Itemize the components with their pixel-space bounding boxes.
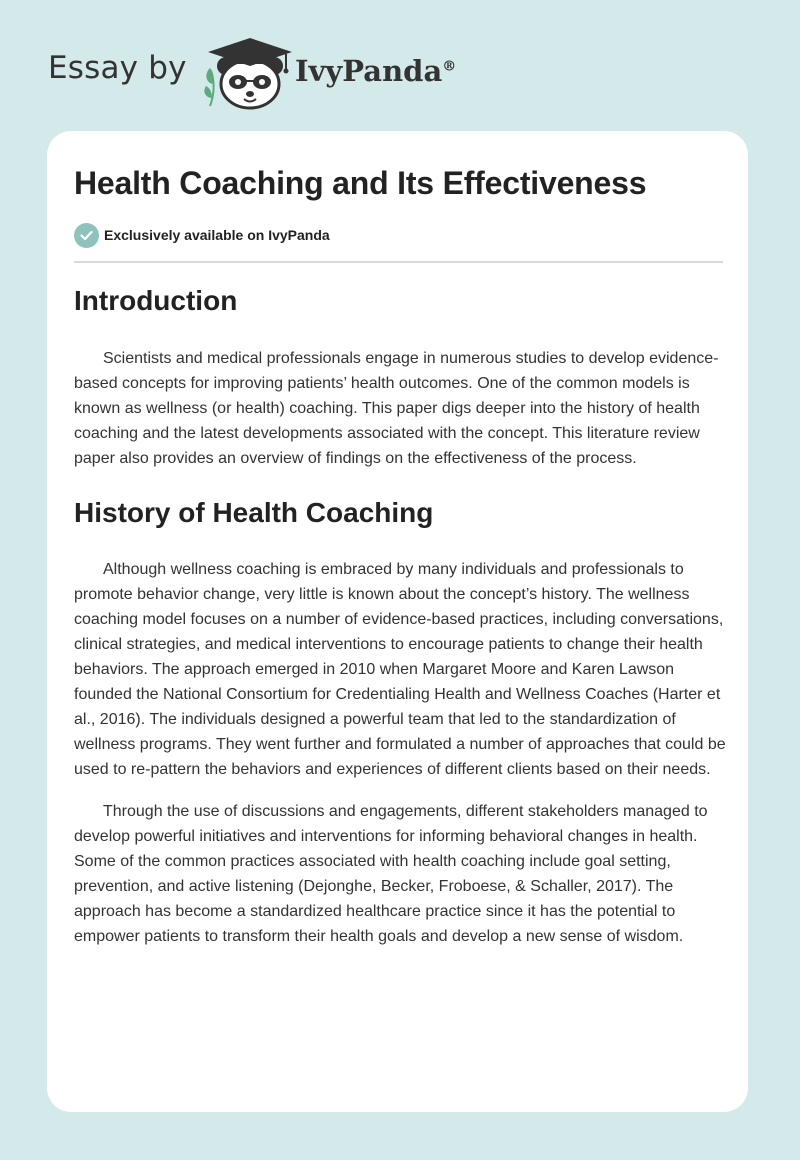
essay-by-label: Essay by bbox=[48, 50, 187, 86]
registered-mark: ® bbox=[442, 58, 457, 75]
title-divider bbox=[74, 261, 723, 263]
section-heading-history: History of Health Coaching bbox=[74, 497, 434, 528]
paragraph: Through the use of discussions and engagements, different stakeholders managed to develop powerful initiatives and interventions for informing behavioral changes in health. Some of the common practices associated with health coaching include goal setting, prevention, and active listening (Dejonghe, Becker, Froboese, & Schaller, 2017). The approach has become a standardized healthcare practice since it has the potential to empower patients to transform their health goals and develop a new sense of wisdom. bbox=[74, 803, 708, 945]
paragraph: Although wellness coaching is embraced by many individuals and professionals to promote behavior change, very little is known about the concept’s history. The wellness coaching model focuses on a number of evidence-based practices, including conversations, clinical strategies, and medical interventions to encourage patients to change their health behaviors. The approach emerged in 2010 when Margaret Moore and Karen Lawson founded the National Consortium for Credentialing Health and Wellness Coaches (Harter et al., 2016). The individuals designed a powerful team that led to the standardization of wellness programs. They went further and formulated a number of approaches that could be used to re-pattern the behaviors and experiences of different clients based on their needs. bbox=[74, 561, 726, 778]
essay-card bbox=[47, 131, 748, 1112]
page-title: Health Coaching and Its Effectiveness bbox=[74, 165, 647, 201]
brand-name-text: IvyPanda bbox=[295, 54, 443, 88]
site-header bbox=[48, 34, 508, 110]
essay-content bbox=[74, 279, 726, 949]
brand-name[interactable] bbox=[295, 54, 456, 88]
check-circle-icon bbox=[74, 223, 99, 248]
exclusive-badge bbox=[74, 222, 330, 248]
panda-mascot-icon[interactable] bbox=[200, 34, 296, 110]
section-heading-introduction: Introduction bbox=[74, 285, 238, 316]
paragraph: Scientists and medical professionals engage in numerous studies to develop evidence-based concepts for improving patients’ health outcomes. One of the common models is known as wellness (or health) coaching. This paper digs deeper into the history of health coaching and the latest developments associated with the concept. This literature review paper also provides an overview of findings on the effectiveness of the process. bbox=[74, 350, 719, 467]
exclusive-badge-label: Exclusively available on IvyPanda bbox=[104, 227, 330, 243]
